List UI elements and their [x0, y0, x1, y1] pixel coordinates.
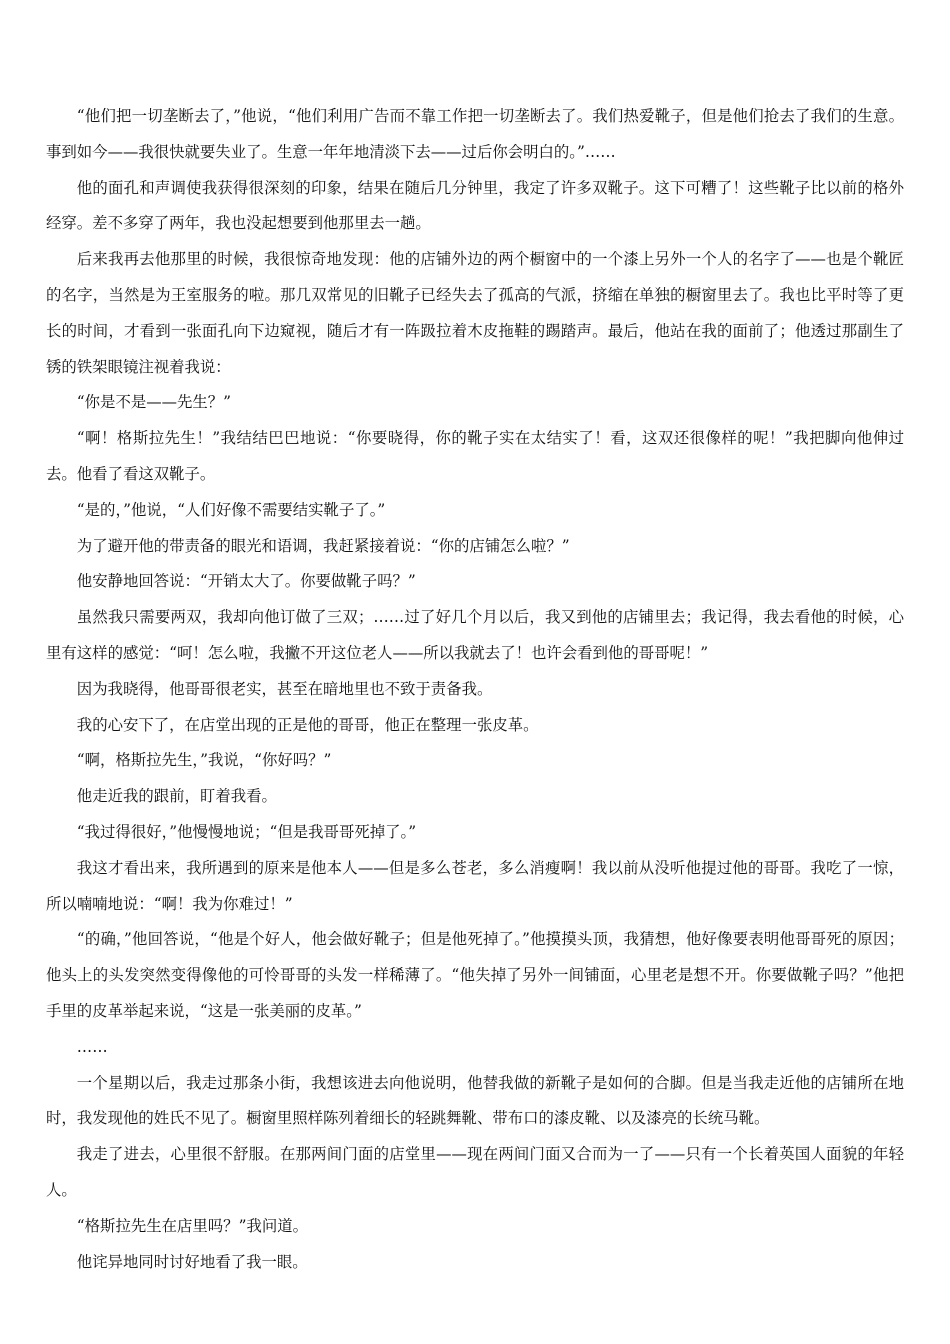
ellipsis-separator: ……	[76, 1037, 108, 1056]
paragraph: 他诧异地同时讨好地看了我一眼。	[76, 1252, 308, 1271]
paragraph: 因为我晓得，他哥哥很老实，甚至在暗地里也不致于责备我。	[76, 679, 493, 698]
paragraph: 我走了进去，心里很不舒服。在那两间门面的店堂里——现在两间门面又合而为一了——只有一个长着英国人面貌的年轻人。	[46, 1145, 904, 1199]
paragraph: 一个星期以后，我走过那条小街，我想该进去向他说明，他替我做的新靴子是如何的合脚。但是当我走近他的店铺所在地时，我发现他的姓氏不见了。橱窗里照样陈列着细长的轻跳舞靴、带布口的漆皮靴、以及漆亮的长统马靴。	[46, 1073, 904, 1128]
paragraph: “啊！格斯拉先生！”我结结巴巴地说：“你要晓得，你的靴子实在太结实了！看，这双还很像样的呢！”我把脚向他伸过去。他看了看这双靴子。	[46, 429, 904, 483]
paragraph: 他走近我的跟前，盯着我看。	[76, 787, 277, 806]
paragraph: “格斯拉先生在店里吗？”我问道。	[76, 1216, 309, 1235]
paragraph: 为了避开他的带责备的眼光和语调，我赶紧接着说：“你的店铺怎么啦？”	[76, 536, 570, 555]
paragraph: “我过得很好，”他慢慢地说；“但是我哥哥死掉了。”	[76, 822, 417, 841]
paragraph: 虽然我只需要两双，我却向他订做了三双；……过了好几个月以后，我又到他的店铺里去；我记得，我去看他的时候，心里有这样的感觉：“呵！怎么啦，我撇不开这位老人——所以我就去了！也许会看到他的哥哥呢！”	[46, 608, 904, 662]
paragraph: 我这才看出来，我所遇到的原来是他本人——但是多么苍老，多么消瘦啊！我以前从没听他提过他的哥哥。我吃了一惊，所以喃喃地说：“啊！我为你难过！”	[46, 858, 904, 913]
paragraph: “啊，格斯拉先生，”我说，“你好吗？”	[76, 751, 332, 770]
document-page	[46, 99, 904, 1280]
paragraph: “是的，”他说，“人们好像不需要结实靴子了。”	[76, 500, 386, 519]
paragraph: 我的心安下了，在店堂出现的正是他的哥哥，他正在整理一张皮革。	[76, 715, 539, 734]
paragraph: 他安静地回答说：“开销太大了。你要做靴子吗？”	[76, 572, 416, 591]
paragraph: “你是不是——先生？”	[76, 393, 232, 412]
paragraph: 后来我再去他那里的时候，我很惊奇地发现：他的店铺外边的两个橱窗中的一个漆上另外一个人的名字了——也是个靴匠的名字，当然是为王室服务的啦。那几双常见的旧靴子已经失去了孤高的气派，挤缩在单独的橱窗里去了。我也比平时等了更长的时间，才看到一张面孔向下边窥视，随后才有一阵趿拉着木皮拖鞋的踢踏声。最后，他站在我的面前了；他透过那副生了锈的铁架眼镜注视着我说：	[46, 250, 904, 376]
paragraph: “他们把一切垄断去了，”他说，“他们利用广告而不靠工作把一切垄断去了。我们热爱靴子，但是他们抢去了我们的生意。事到如今——我很快就要失业了。生意一年年地清淡下去——过后你会明白的。”……	[46, 107, 904, 161]
paragraph: “的确，”他回答说，“他是个好人，他会做好靴子；但是他死掉了。”他摸摸头顶，我猜想，他好像要表明他哥哥死的原因；他头上的头发突然变得像他的可怜哥哥的头发一样稀薄了。“他失掉了另外一间铺面，心里老是想不开。你要做靴子吗？”他把手里的皮革举起来说，“这是一张美丽的皮革。”	[46, 930, 904, 1020]
paragraph: 他的面孔和声调使我获得很深刻的印象，结果在随后几分钟里，我定了许多双靴子。这下可糟了！这些靴子比以前的格外经穿。差不多穿了两年，我也没起想要到他那里去一趟。	[46, 178, 904, 233]
